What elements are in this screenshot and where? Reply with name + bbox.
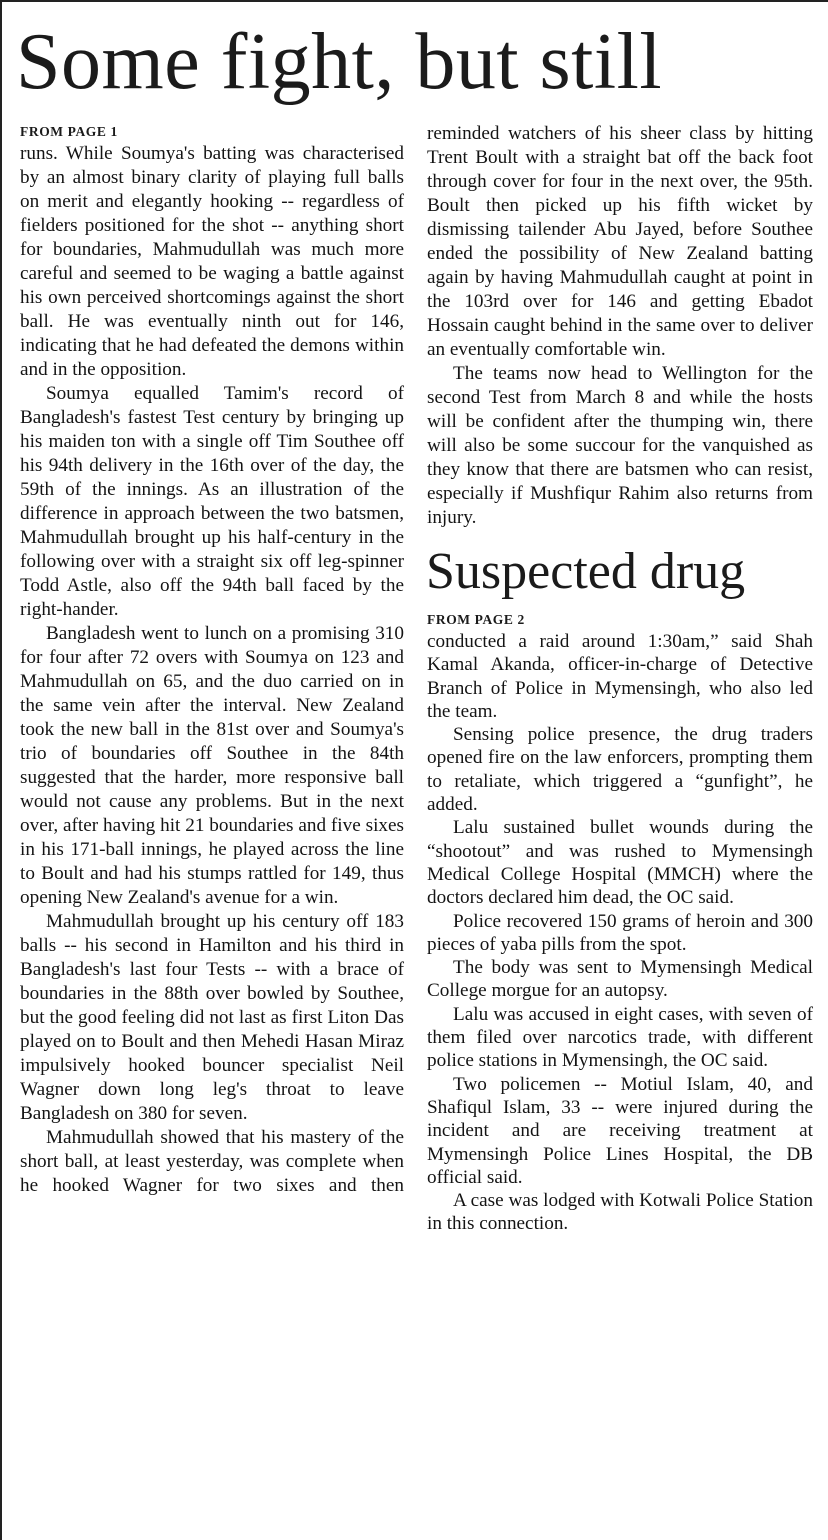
right-column <box>427 122 813 1236</box>
article-paragraph: Lalu sustained bullet wounds during the “shootout” and was rushed to Mymensingh Medical College Hospital (MMCH) where the doctors declared him dead, the OC said. <box>427 817 813 909</box>
main-headline: Some fight, but still <box>16 18 663 106</box>
article-paragraph: Bangladesh went to lunch on a promising 310 for four after 72 overs with Soumya on 123 and Mahmudullah on 65, and the duo carried on in the same vein after the interval. New Zealand took the new ball in the 81st over and Soumya's trio of boundaries off Southee in the 84th suggested that the harder, more responsive ball would not cause any problems. But in the next over, after having hit 21 boundaries and five sixes in his 171-ball innings, he played across the line to Boult and had his stumps rattled for 149, thus opening New Zealand's avenue for a win. <box>20 623 404 908</box>
article-paragraph: runs. While Soumya's batting was characterised by an almost binary clarity of playing full balls on merit and elegantly hooking -- regardless of fielders positioned for the shot -- anything short for boundaries, Mahmudullah was much more careful and seemed to be waging a battle against his own perceived shortcomings against the short ball. He was eventually ninth out for 146, indicating that he had defeated the demons within and in the opposition. <box>20 143 404 380</box>
left-column <box>20 122 404 1198</box>
article-paragraph: Lalu was accused in eight cases, with seven of them filed over narcotics trade, with different police stations in Mymensingh, the OC said. <box>427 1003 813 1072</box>
article-paragraph: Sensing police presence, the drug traders opened fire on the law enforcers, prompting them to retaliate, which triggered a “gunfight”, he added. <box>427 724 813 816</box>
article-paragraph: The teams now head to Wellington for the second Test from March 8 and while the hosts will be confident after the thumping win, there will also be some succour for the vanquished as they know that there are batsmen who can resist, especially if Mushfiqur Rahim also returns from injury. <box>427 363 813 528</box>
jump-line-page-1: FROM PAGE 1 <box>20 124 118 139</box>
article-paragraph: A case was lodged with Kotwali Police Station in this connection. <box>427 1190 813 1235</box>
article-paragraph: Soumya equalled Tamim's record of Bangladesh's fastest Test century by bringing up his maiden ton with a single off Tim Southee off his 94th delivery in the 16th over of the day, the 59th of the innings. As an illustration of the difference in approach between the two batsmen, Mahmudullah brought up his half-century in the following over with a straight six off leg-spinner Todd Astle, also off the 94th ball faced by the right-hander. <box>20 383 404 620</box>
jump-line-page-2: FROM PAGE 2 <box>427 612 525 627</box>
article-paragraph: Mahmudullah brought up his century off 183 balls -- his second in Hamilton and his third in Bangladesh's last four Tests -- with a brace of boundaries in the 88th over bowled by Southee, but the good feeling did not last as first Liton Das played on to Boult and then Mehedi Hasan Miraz impulsively hooked bouncer specialist Neil Wagner down long leg's throat to leave Bangladesh on 380 for seven. <box>20 911 404 1124</box>
article-paragraph: Police recovered 150 grams of heroin and 300 pieces of yaba pills from the spot. <box>427 910 813 955</box>
article-paragraph: The body was sent to Mymensingh Medical College morgue for an autopsy. <box>427 957 813 1002</box>
article-paragraph: Mahmudullah showed that his mastery of the short ball, at least yesterday, was complete when he hooked Wagner for two sixes and then <box>20 1127 404 1196</box>
second-story-body <box>427 630 813 1236</box>
second-story-headline: Suspected drug <box>426 543 746 600</box>
article-paragraph: conducted a raid around 1:30am,” said Shah Kamal Akanda, officer-in-charge of Detective Branch of Police in Mymensingh, who also led the team. <box>427 631 813 722</box>
article-paragraph: reminded watchers of his sheer class by hitting Trent Boult with a straight bat off the back foot through cover for four in the next over, the 95th. Boult then picked up his fifth wicket by dismissing tailender Abu Jayed, before Southee ended the possibility of New Zealand batting again by having Mahmudullah caught at point in the 103rd over for 146 and getting Ebadot Hossain caught behind in the same over to deliver an eventually comfortable win. <box>427 123 813 360</box>
article-paragraph: Two policemen -- Motiul Islam, 40, and Shafiqul Islam, 33 -- were injured during the incident and are receiving treatment at Mymensingh Police Lines Hospital, the DB official said. <box>427 1073 813 1188</box>
